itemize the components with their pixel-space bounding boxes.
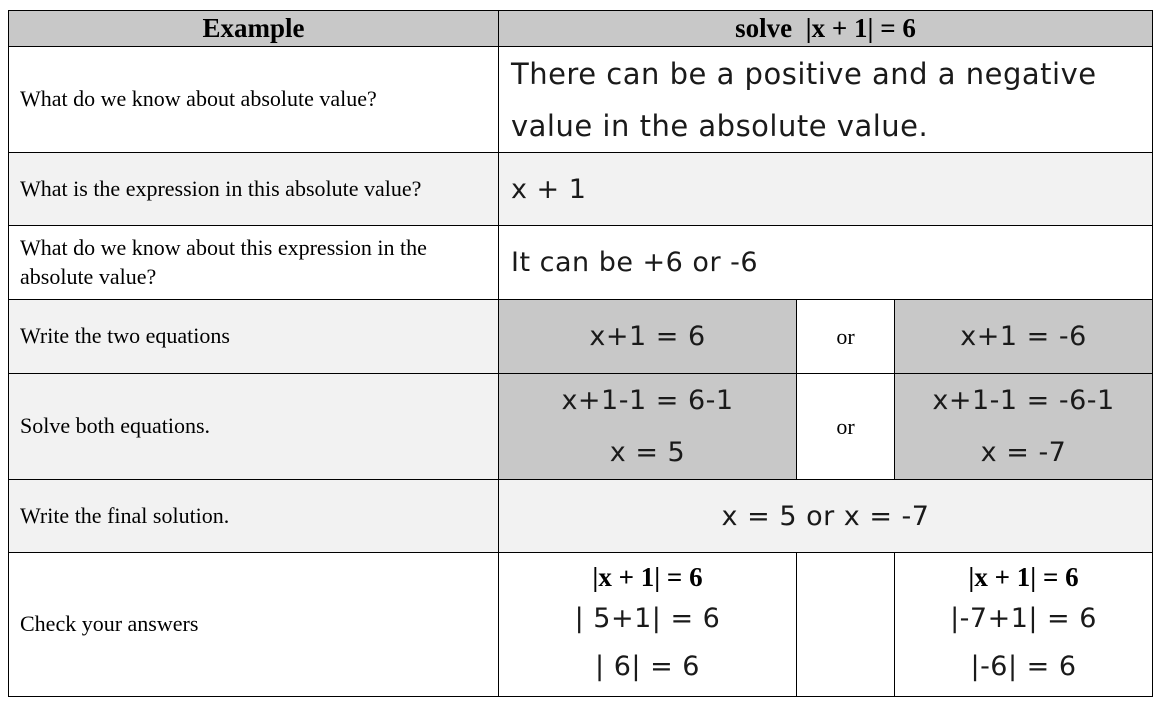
equation-negative: x+1 = -6 xyxy=(895,300,1153,374)
answer-line-2: value in the absolute value. xyxy=(511,108,929,143)
check-positive xyxy=(499,553,797,697)
solution-negative xyxy=(895,374,1153,480)
equation-positive: x+1 = 6 xyxy=(499,300,797,374)
header-solve-label: solve xyxy=(735,13,793,43)
check-negative-substitution: |-7+1| = 6 xyxy=(950,602,1097,634)
or-label: or xyxy=(797,300,895,374)
solution-positive xyxy=(499,374,797,480)
question-two-equations: Write the two equations xyxy=(9,300,499,374)
check-negative-equation: |x + 1| = 6 xyxy=(968,561,1079,592)
question-expression-value: What do we know about this expression in the absolute value? xyxy=(9,226,499,300)
check-negative-result: |-6| = 6 xyxy=(970,650,1077,682)
question-absolute-value: What do we know about absolute value? xyxy=(9,47,499,153)
solution-negative-result: x = -7 xyxy=(980,436,1067,468)
question-final-solution: Write the final solution. xyxy=(9,480,499,553)
solution-positive-result: x = 5 xyxy=(609,436,686,468)
solution-negative-step: x+1-1 = -6-1 xyxy=(932,384,1115,416)
check-spacer-cell xyxy=(797,553,895,697)
solution-positive-step: x+1-1 = 6-1 xyxy=(561,384,734,416)
answer-line-1: There can be a positive and a negative xyxy=(511,56,1097,91)
check-negative xyxy=(895,553,1153,697)
header-problem xyxy=(499,11,1153,47)
absolute-value-worksheet-table xyxy=(8,10,1153,697)
final-solution: x = 5 or x = -7 xyxy=(499,480,1153,553)
header-equation: |x + 1| = 6 xyxy=(805,13,916,43)
or-label: or xyxy=(797,374,895,480)
question-check-answers: Check your answers xyxy=(9,553,499,697)
question-solve-both: Solve both equations. xyxy=(9,374,499,480)
answer-expression-value: It can be +6 or -6 xyxy=(499,226,1153,300)
answer-expression: x + 1 xyxy=(499,153,1153,226)
header-example: Example xyxy=(9,11,499,47)
question-expression: What is the expression in this absolute value? xyxy=(9,153,499,226)
check-positive-substitution: | 5+1| = 6 xyxy=(574,602,721,634)
answer-absolute-value xyxy=(499,47,1153,153)
check-positive-result: | 6| = 6 xyxy=(595,650,700,682)
check-positive-equation: |x + 1| = 6 xyxy=(592,561,703,592)
